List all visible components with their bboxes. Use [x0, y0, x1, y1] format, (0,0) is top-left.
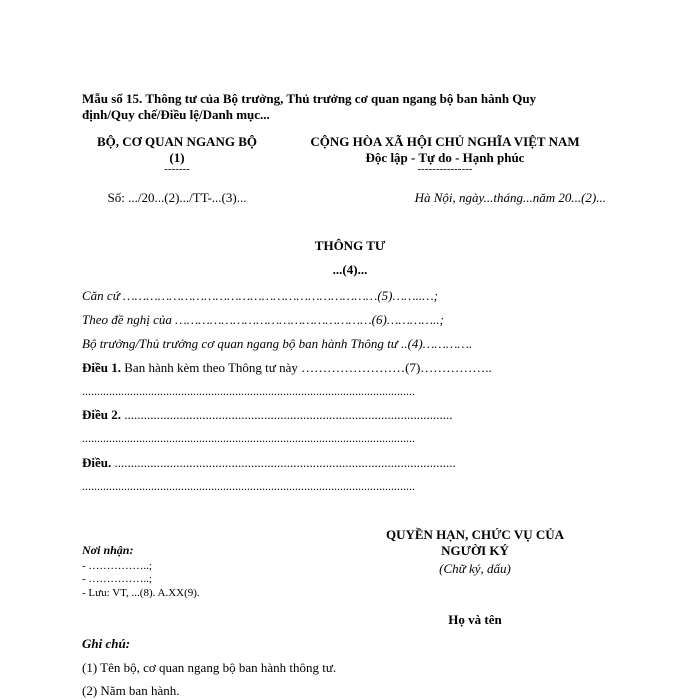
place-date: Hà Nội, ngày...tháng...năm 20...(2)...: [414, 190, 606, 205]
issuer-note: (1): [169, 150, 185, 165]
article-1-dots: ...............................................................................................................: [82, 384, 415, 398]
document-subject: ...(4)...: [332, 262, 368, 277]
form-title-line2: định/Quy chế/Điều lệ/Danh mục...: [82, 107, 270, 122]
article-3-label: Điều.: [82, 455, 112, 470]
article-2-text: .....................................................................................................: [121, 407, 453, 422]
article-3: [82, 455, 456, 471]
document-type: THÔNG TƯ: [314, 238, 386, 253]
form-title-line1: Mẫu số 15. Thông tư của Bộ trưởng, Thủ trưởng cơ quan ngang bộ ban hành Quy: [82, 91, 537, 106]
article-1-label: Điều 1.: [82, 360, 121, 375]
note-item: (2) Năm ban hành.: [82, 683, 180, 698]
recipient-item: - ……………..;: [82, 573, 152, 585]
signer-title-line2: NGƯỜI KÝ: [441, 543, 509, 558]
archive-item: - Lưu: VT, ...(8). A.XX(9).: [82, 587, 200, 599]
basis-line: Căn cứ …………………………………………………………(5)……..…;: [82, 288, 438, 303]
notes-label: Ghi chú:: [82, 636, 131, 651]
proposal-line: Theo đề nghị của ……………………………………………(6)…………..;: [82, 312, 444, 327]
article-3-dots: ...............................................................................................................: [82, 479, 415, 493]
recipient-item: - ……………..;: [82, 560, 152, 572]
article-2-label: Điều 2.: [82, 407, 121, 422]
issuer-rule: -------: [164, 163, 190, 175]
nation-motto: Độc lập - Tự do - Hạnh phúc: [365, 150, 525, 165]
article-3-text: .........................................................................................................: [111, 455, 456, 470]
article-1-text: Ban hành kèm theo Thông tư này ……………………(7)……………..: [121, 360, 492, 375]
document-number: Số: .../20...(2).../TT-...(3)...: [107, 190, 247, 205]
signer-title-line1: QUYỀN HẠN, CHỨC VỤ CỦA: [385, 527, 565, 542]
nation-name: CỘNG HÒA XÃ HỘI CHỦ NGHĨA VIỆT NAM: [310, 134, 580, 149]
nation-rule: ---------------: [417, 163, 473, 175]
recipients-label: Nơi nhận:: [82, 543, 134, 557]
article-1: [82, 360, 492, 376]
issuance-line: Bộ trưởng/Thủ trưởng cơ quan ngang bộ ban hành Thông tư ..(4)………….: [82, 336, 473, 351]
article-2-dots: ...............................................................................................................: [82, 431, 415, 445]
signature-note: (Chữ ký, dấu): [439, 561, 511, 576]
note-item: (1) Tên bộ, cơ quan ngang bộ ban hành thông tư.: [82, 660, 337, 675]
issuer-name: BỘ, CƠ QUAN NGANG BỘ: [97, 134, 257, 149]
signer-name: Họ và tên: [448, 612, 502, 627]
article-2: [82, 407, 453, 423]
